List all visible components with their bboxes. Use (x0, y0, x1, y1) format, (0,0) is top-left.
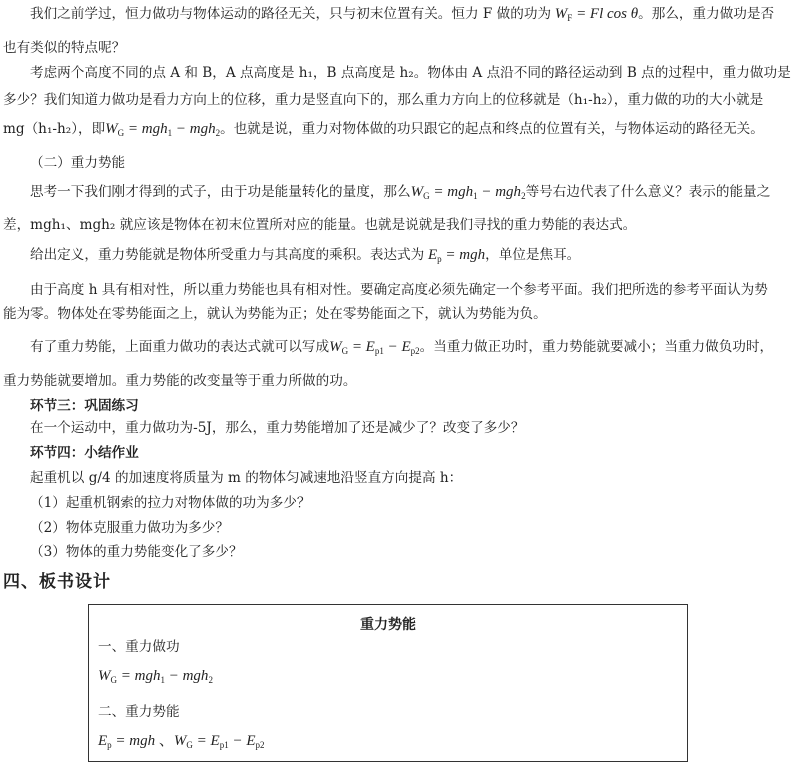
p1-line2: 也有类似的特点呢？ (3, 40, 126, 56)
formula-wg-1: $W_G = mgh_1 - mgh_2$ (105, 121, 221, 138)
step4-q1: （1）起重机钢索的拉力对物体做的功为多少？ (30, 495, 311, 511)
p6-line1: 有了重力势能，上面重力做功的表达式就可以写成$W_G = E_{p1} - E_{p2}$。当重力做正功时，重力势能就要减小；当重力做负功时， (30, 339, 774, 356)
board-formula1: $W_G = mgh_1 - mgh_2$ (98, 668, 213, 685)
p2-line3: mg（h₁-h₂），即$W_G = mgh_1 - mgh_2$。也就是说，重力对物体做的功只跟它的起点和终点的位置有关，与物体运动的路径无关。 (3, 121, 764, 138)
step3-title: 环节三：巩固练习 (30, 398, 139, 414)
board-item1: 一、重力做功 (98, 639, 180, 655)
step4-q3: （3）物体的重力势能变化了多少？ (30, 544, 243, 560)
step3-text: 在一个运动中，重力做功为-5J，那么，重力势能增加了还是减少了？改变了多少？ (30, 420, 525, 436)
p2-line1: 考虑两个高度不同的点 A 和 B，A 点高度是 h₁，B 点高度是 h₂。物体由 A 点沿不同的路径运动到 B 点的过程中，重力做功是 (30, 65, 791, 81)
board-design-box (88, 604, 688, 762)
step4-q2: （2）物体克服重力做功为多少？ (30, 520, 229, 536)
formula-wg-ep: $W_G = E_{p1} - E_{p2}$ (329, 339, 420, 356)
formula-ep: $E_p$ = mgh (424, 247, 486, 264)
p2-line2: 多少？我们知道力做功是看力方向上的位移，重力是竖直向下的，那么重力方向上的位移就是（h₁-h₂），重力做的功的大小就是 (3, 92, 764, 108)
p1-end: 。那么，重力做功是否 (638, 6, 775, 22)
step4-text: 起重机以 g/4 的加速度将质量为 m 的物体匀减速地沿竖直方向提高 h： (30, 470, 463, 486)
step4-title: 环节四：小结作业 (30, 445, 139, 461)
p1-line1 (30, 5, 774, 27)
board-formula2: $E_p$ = mgh 、$W_G = E_{p1} - E_{p2}$ (98, 733, 265, 750)
p5-line1: 由于高度 h 具有相对性，所以重力势能也具有相对性。要确定高度必须先确定一个参考平面。我们把所选的参考平面认为势 (30, 282, 768, 298)
p3-line1: 思考一下我们刚才得到的式子，由于功是能量转化的量度，那么$W_G = mgh_1 - mgh_2$等号右边代表了什么意义？表示的能量之 (30, 184, 771, 201)
p3-line2: 差，mgh₁、mgh₂ 就应该是物体在初末位置所对应的能量。也就是说就是我们寻找的重力势能的表达式。 (3, 217, 637, 233)
p4-line: 给出定义，重力势能就是物体所受重力与其高度的乘积。表达式为 $E_p$ = mgh，单位是焦耳。 (30, 247, 581, 264)
p1-text: 我们之前学过，恒力做功与物体运动的路径无关，只与初末位置有关。恒力 F 做的功为 (30, 6, 552, 22)
section4-title: 四、板书设计 (3, 572, 111, 592)
board-item2: 二、重力势能 (98, 704, 180, 720)
formula-wg-2: $W_G = mgh_1 - mgh_2$ (410, 184, 526, 201)
formula-wf: $W_F = Fl$ cos θ (551, 6, 639, 23)
section-title-gravitational-pe: （二）重力势能 (30, 155, 126, 171)
board-title: 重力势能 (360, 617, 416, 633)
p5-line2: 能为零。物体处在零势能面之上，就认为势能为正；处在零势能面之下，就认为势能为负。 (3, 306, 547, 322)
p6-line2: 重力势能就要增加。重力势能的改变量等于重力所做的功。 (3, 373, 357, 389)
